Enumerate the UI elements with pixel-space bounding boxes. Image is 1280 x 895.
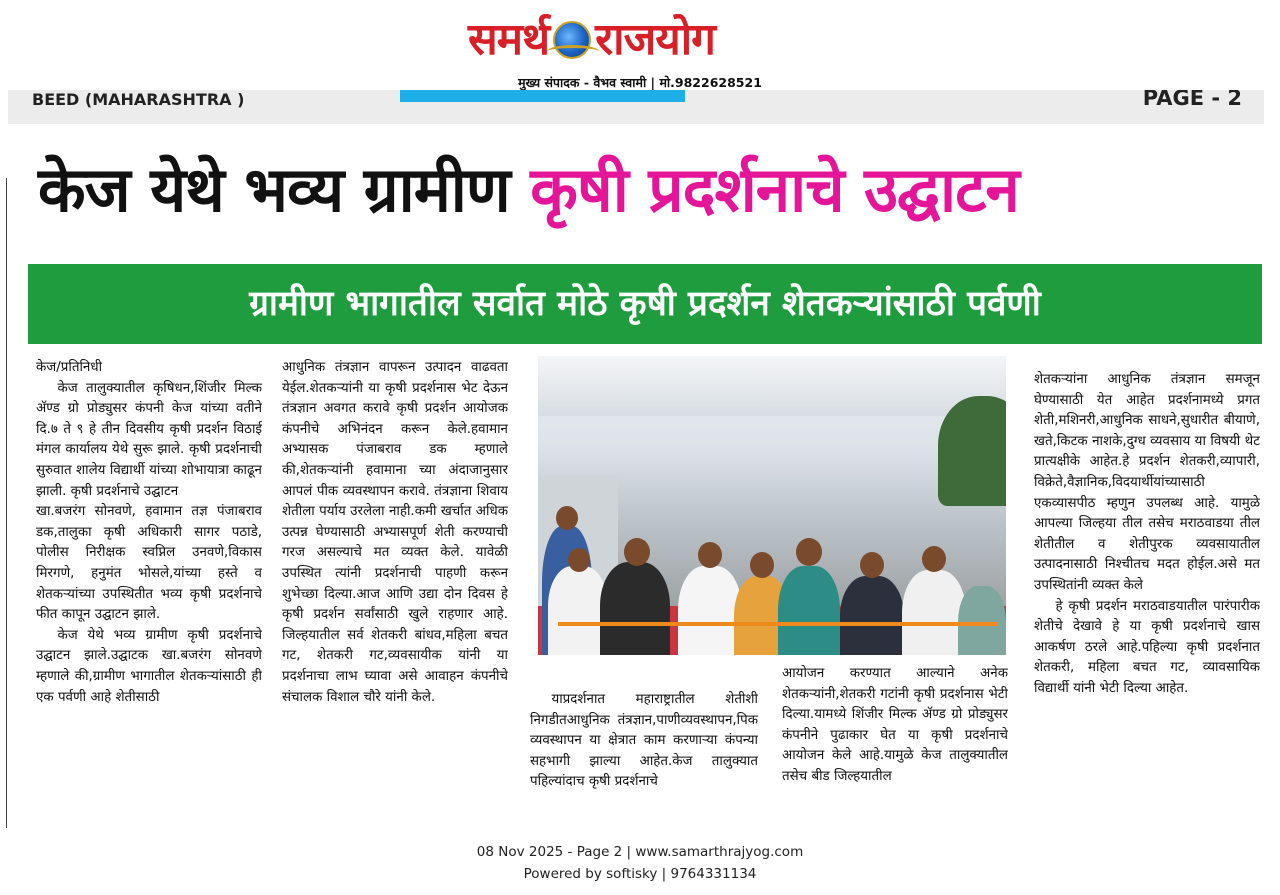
article-column-1 xyxy=(36,358,262,820)
logo-text-right: राजयोग xyxy=(595,14,715,65)
globe-icon xyxy=(553,21,591,59)
photo-head xyxy=(568,548,590,572)
page-number: PAGE - 2 xyxy=(1142,90,1242,110)
logo-text-left: समर्थ xyxy=(468,14,550,65)
photo-person xyxy=(958,586,1006,655)
paragraph: आधुनिक तंत्रज्ञान वापरून उत्पादन वाढवता येईल.शेतकऱ्यांनी या कृषी प्रदर्शनास भेट देऊन तंत्रज्ञान अवगत करावे कृषी प्रदर्शन आयोजक कंपनीचे अभिनंदन करून केले.हवामान अभ्यासक पंजाबराव डक म्हणाले की,शेतकऱ्यांनी हवामाना च्या अंदाजानुसार आपलं पीक व्यवस्थापन करावे. तंत्रज्ञाना शिवाय शेतीला पर्याय उरलेला नाही.कमी खर्चात अधिक उत्पन्न घेण्यासाठी अभ्यासपूर्ण शेती करण्याची गरज असल्याचे मत व्यक्त केले. यावेळी उपस्थित त्यांनी प्रदर्शनाची पाहणी करून शुभेच्छा दिल्या.आज आणि उद्या दोन दिवस हे कृषी प्रदर्शन सर्वांसाठी खुले राहणार आहे. जिल्हयातील सर्व शेतकरी बांधव,महिला बचत गट, शेतकरी गट,व्यवसायीक यांनी या प्रदर्शनाचा लाभ घ्यावा असे आवाहन कंपनीचे संचालक विशाल चौरे यांनी केले. xyxy=(282,360,508,705)
paragraph: खा.बजरंग सोनवणे, हवामान तज्ञ पंजाबराव डक,तालुका कृषी अधिकारी सागर पठाडे, पोलीस निरीक्षक स्वप्निल उनवणे,विकास मिरगणे, हनुमंत भोसले,यांच्या हस्ते व शेतकऱ्यांच्या उपस्थितीत भव्य कृषी प्रदर्शनाचे फीत कापून उद्घाटन झाले. xyxy=(36,504,262,623)
photo-person xyxy=(600,562,670,655)
masthead xyxy=(0,0,1280,92)
column-divider xyxy=(6,178,7,828)
page-header-strip xyxy=(8,90,1264,124)
article-headline xyxy=(38,136,1268,244)
photo-head xyxy=(698,542,722,568)
photo-ribbon xyxy=(558,622,998,626)
photo-head xyxy=(922,546,946,572)
paragraph: केज येथे भव्य ग्रामीण कृषी प्रदर्शनाचे उद्घाटन झाले.उद्घाटक खा.बजरंग सोनवणे म्हणाले की,ग्रामीण भागातील शेतकऱ्यांसाठी ही एक पर्वणी आहे शेतीसाठी xyxy=(36,627,262,705)
headline-part-black: केज येथे भव्य ग्रामीण xyxy=(38,153,510,226)
paragraph: आयोजन करण्यात आल्याने अनेक शेतकऱ्यांनी,शेतकरी गटांनी कृषी प्रदर्शनास भेटी दिल्या.यामध्ये शिंजीर मिल्क ॲण्ड ग्रो प्रोड्युसर कंपनीने पुढाकार घेत या कृषी प्रदर्शनाचे आयोजन केले आहे.यामुळे केज तालुक्यातील तसेच बीड जिल्हयातील xyxy=(782,666,1008,784)
article-column-5 xyxy=(1034,370,1260,822)
footer-date-website[interactable]: 08 Nov 2025 - Page 2 | www.samarthrajyog.com xyxy=(476,844,804,860)
inauguration-photo[interactable] xyxy=(538,356,1006,655)
headline-part-pink: कृषी प्रदर्शनाचे उद्घाटन xyxy=(530,153,1019,226)
sub-headline-banner: ग्रामीण भागातील सर्वात मोठे कृषी प्रदर्शन शेतकऱ्यांसाठी पर्वणी xyxy=(28,264,1262,344)
photo-head xyxy=(860,552,884,578)
paragraph: शेतकऱ्यांना आधुनिक तंत्रज्ञान समजून घेण्यासाठी येत आहेत प्रदर्शनामध्ये प्रगत शेती,मशिनरी,आधुनिक साधने,सुधारीत बीयाणे, खते,किटक नाशके,दुग्ध व्यवसाय या विषयी थेट प्रात्यक्षीके आहेत.हे प्रदर्शन शेतकरी,व्यापारी, विक्रेते,वैज्ञानिक,विदयार्थीयांच्यासाठी एकव्यासपीठ म्हणुन उपलब्ध आहे. यामुळे आपल्या जिल्हया तील तसेच मराठवाडया तील शेतीतील व शेतीपुरक व्यवसायातील उत्पादनासाठी निश्चीतच मदत होईल.असे मत उपस्थितांनी व्यक्त केले xyxy=(1034,372,1260,593)
photo-person xyxy=(548,566,608,655)
paragraph: केज तालुक्यातील कृषिधन,शिंजीर मिल्क ॲण्ड ग्रो प्रोड्युसर कंपनी केज यांच्या वतीने दि.७ ते ९ हे तीन दिवसीय कृषी प्रदर्शन विठाई मंगल कार्यालय येथे सुरू झाले. कृषी प्रदर्शनाची सुरुवात शालेय विद्यार्थी यांच्या शोभायात्रा काढून झाली. कृषी प्रदर्शनाचे उद्घाटन xyxy=(36,380,262,499)
newspaper-logo[interactable] xyxy=(468,10,715,70)
dateline: केज/प्रतिनिधी xyxy=(36,360,103,375)
article-column-2 xyxy=(282,358,508,820)
footer-powered-by: Powered by softisky | 9764331134 xyxy=(523,866,757,882)
paragraph: हे कृषी प्रदर्शन मराठवाडयातील पारंपारीक शेतीचे देखावे हे या कृषी प्रदर्शनाचे खास आकर्षण ठरले आहे.पहिल्या कृषी प्रदर्शनात शेतकरी, महिला बचत गट, व्यावसायिक विद्यार्थी यांनी भेटी दिल्या आहेत. xyxy=(1034,598,1260,696)
photo-head xyxy=(796,538,822,566)
photo-crowd xyxy=(538,466,1006,655)
editor-line: मुख्य संपादक - वैभव स्वामी | मो.9822628521 xyxy=(518,75,762,90)
photo-head xyxy=(556,506,578,530)
location-label: BEED (MAHARASHTRA ) xyxy=(32,90,245,109)
paragraph: याप्रदर्शनात महाराष्ट्रातील शेतीशी निगडीतआधुनिक तंत्रज्ञान,पाणीव्यवस्थापन,पिक व्यवस्थापन या क्षेत्रात काम करणाऱ्या कंपन्या सहभागी झाल्या आहेत.केज तालुक्यात पहिल्यांदाच कृषी प्रदर्शनाचे xyxy=(530,692,758,790)
edition-tab xyxy=(400,90,685,102)
photo-head xyxy=(750,552,774,578)
photo-tent xyxy=(538,356,1006,416)
photo-head xyxy=(624,538,650,566)
photo-person xyxy=(778,566,840,655)
article-column-3 xyxy=(530,690,758,820)
article-column-4 xyxy=(782,664,1008,824)
photo-person xyxy=(902,570,966,655)
photo-person xyxy=(678,566,742,655)
photo-person xyxy=(840,576,904,655)
